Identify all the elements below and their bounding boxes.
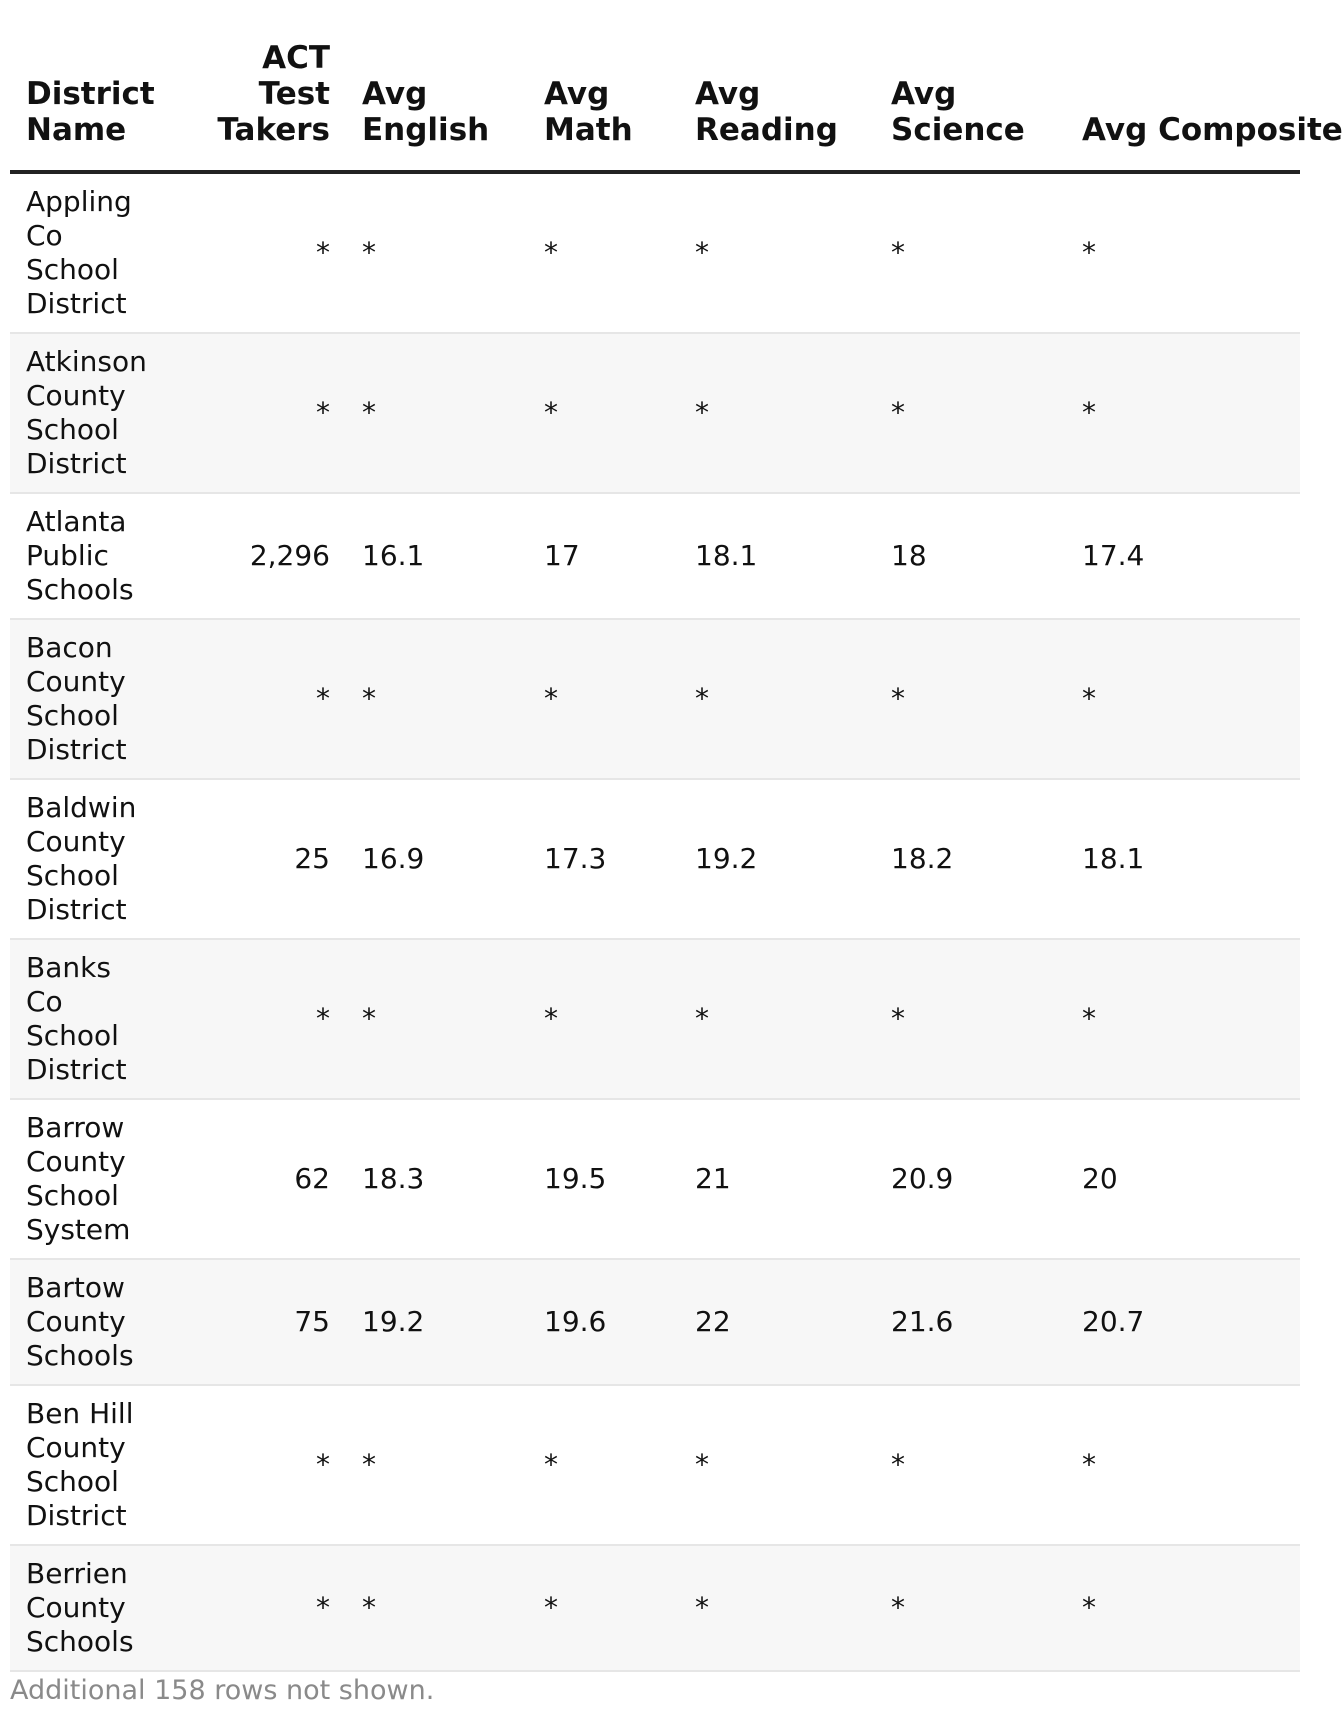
district-name-text: Bartow County Schools [26, 1271, 134, 1372]
cell-avg-composite: * [1066, 333, 1300, 493]
cell-avg-english: * [346, 333, 528, 493]
cell-avg-science: * [875, 1545, 1066, 1671]
cell-avg-reading: 19.2 [679, 779, 875, 939]
header-avg-math[interactable]: Avg Math [528, 0, 679, 172]
cell-avg-reading: * [679, 172, 875, 333]
district-name-text: Atlanta Public Schools [26, 505, 134, 606]
cell-act-test-takers: * [180, 172, 346, 333]
cell-avg-english: * [346, 939, 528, 1099]
table-row [10, 172, 1300, 333]
header-avg-science[interactable]: Avg Science [875, 0, 1066, 172]
cell-avg-math: * [528, 172, 679, 333]
cell-avg-english: * [346, 1545, 528, 1671]
cell-act-test-takers: 75 [180, 1259, 346, 1385]
table-row [10, 779, 1300, 939]
cell-district-name [10, 1545, 180, 1671]
cell-avg-composite: * [1066, 1545, 1300, 1671]
cell-act-test-takers: 25 [180, 779, 346, 939]
table-row [10, 333, 1300, 493]
district-name-text: Ben Hill County School District [26, 1397, 134, 1532]
cell-act-test-takers: * [180, 333, 346, 493]
cell-district-name [10, 493, 180, 619]
cell-avg-english: * [346, 619, 528, 779]
table-row [10, 1259, 1300, 1385]
cell-avg-english: * [346, 1385, 528, 1545]
header-avg-english[interactable]: Avg English [346, 0, 528, 172]
cell-avg-english: 19.2 [346, 1259, 528, 1385]
table-row [10, 1099, 1300, 1259]
cell-avg-composite: 20 [1066, 1099, 1300, 1259]
cell-avg-english: 18.3 [346, 1099, 528, 1259]
cell-avg-reading: 22 [679, 1259, 875, 1385]
rows-not-shown-note: Additional 158 rows not shown. [10, 1675, 435, 1706]
cell-act-test-takers: * [180, 1545, 346, 1671]
cell-district-name [10, 1259, 180, 1385]
header-avg-composite[interactable]: Avg Composite [1066, 0, 1300, 172]
cell-avg-reading: * [679, 619, 875, 779]
cell-act-test-takers: 62 [180, 1099, 346, 1259]
cell-avg-science: 20.9 [875, 1099, 1066, 1259]
cell-avg-math: * [528, 619, 679, 779]
table-row [10, 493, 1300, 619]
cell-avg-science: 18 [875, 493, 1066, 619]
cell-avg-science: * [875, 172, 1066, 333]
cell-district-name [10, 619, 180, 779]
table-row [10, 1385, 1300, 1545]
header-avg-reading[interactable]: Avg Reading [679, 0, 875, 172]
cell-avg-reading: 21 [679, 1099, 875, 1259]
cell-avg-math: 19.6 [528, 1259, 679, 1385]
cell-avg-reading: 18.1 [679, 493, 875, 619]
cell-avg-science: * [875, 333, 1066, 493]
district-name-text: Atkinson County School District [26, 345, 147, 480]
cell-district-name [10, 1099, 180, 1259]
cell-avg-reading: * [679, 1545, 875, 1671]
cell-avg-composite: 17.4 [1066, 493, 1300, 619]
table-row [10, 1545, 1300, 1671]
cell-avg-reading: * [679, 1385, 875, 1545]
table-row [10, 619, 1300, 779]
cell-avg-math: 19.5 [528, 1099, 679, 1259]
district-name-text: Banks Co School District [26, 951, 127, 1086]
cell-avg-math: * [528, 939, 679, 1099]
district-name-text: Barrow County School System [26, 1111, 131, 1246]
cell-avg-math: * [528, 1545, 679, 1671]
table-header-row [10, 0, 1300, 172]
cell-avg-science: 18.2 [875, 779, 1066, 939]
cell-avg-science: * [875, 1385, 1066, 1545]
cell-avg-composite: * [1066, 939, 1300, 1099]
cell-avg-math: * [528, 1385, 679, 1545]
district-act-table [10, 0, 1343, 1672]
cell-district-name [10, 939, 180, 1099]
cell-avg-composite: * [1066, 172, 1300, 333]
table-body [10, 172, 1300, 1671]
cell-avg-math: 17 [528, 493, 679, 619]
cell-avg-math: * [528, 333, 679, 493]
cell-avg-reading: * [679, 939, 875, 1099]
cell-district-name [10, 172, 180, 333]
header-act-test-takers[interactable]: ACT Test Takers [180, 0, 346, 172]
cell-avg-reading: * [679, 333, 875, 493]
cell-avg-science: 21.6 [875, 1259, 1066, 1385]
cell-avg-english: 16.1 [346, 493, 528, 619]
district-name-text: Bacon County School District [26, 631, 127, 766]
cell-avg-math: 17.3 [528, 779, 679, 939]
cell-district-name [10, 333, 180, 493]
cell-district-name [10, 1385, 180, 1545]
cell-act-test-takers: * [180, 619, 346, 779]
cell-act-test-takers: * [180, 939, 346, 1099]
district-name-text: Berrien County Schools [26, 1557, 134, 1658]
cell-avg-composite: 20.7 [1066, 1259, 1300, 1385]
cell-avg-science: * [875, 619, 1066, 779]
cell-avg-composite: * [1066, 1385, 1300, 1545]
table-row [10, 939, 1300, 1099]
table-container [10, 0, 1343, 1672]
cell-avg-english: 16.9 [346, 779, 528, 939]
cell-act-test-takers: * [180, 1385, 346, 1545]
district-name-text: Baldwin County School District [26, 791, 137, 926]
district-name-text: Appling Co School District [26, 185, 132, 320]
cell-district-name [10, 779, 180, 939]
cell-avg-composite: * [1066, 619, 1300, 779]
cell-avg-composite: 18.1 [1066, 779, 1300, 939]
cell-avg-english: * [346, 172, 528, 333]
cell-act-test-takers: 2,296 [180, 493, 346, 619]
cell-avg-science: * [875, 939, 1066, 1099]
header-district-name[interactable]: District Name [10, 0, 180, 172]
